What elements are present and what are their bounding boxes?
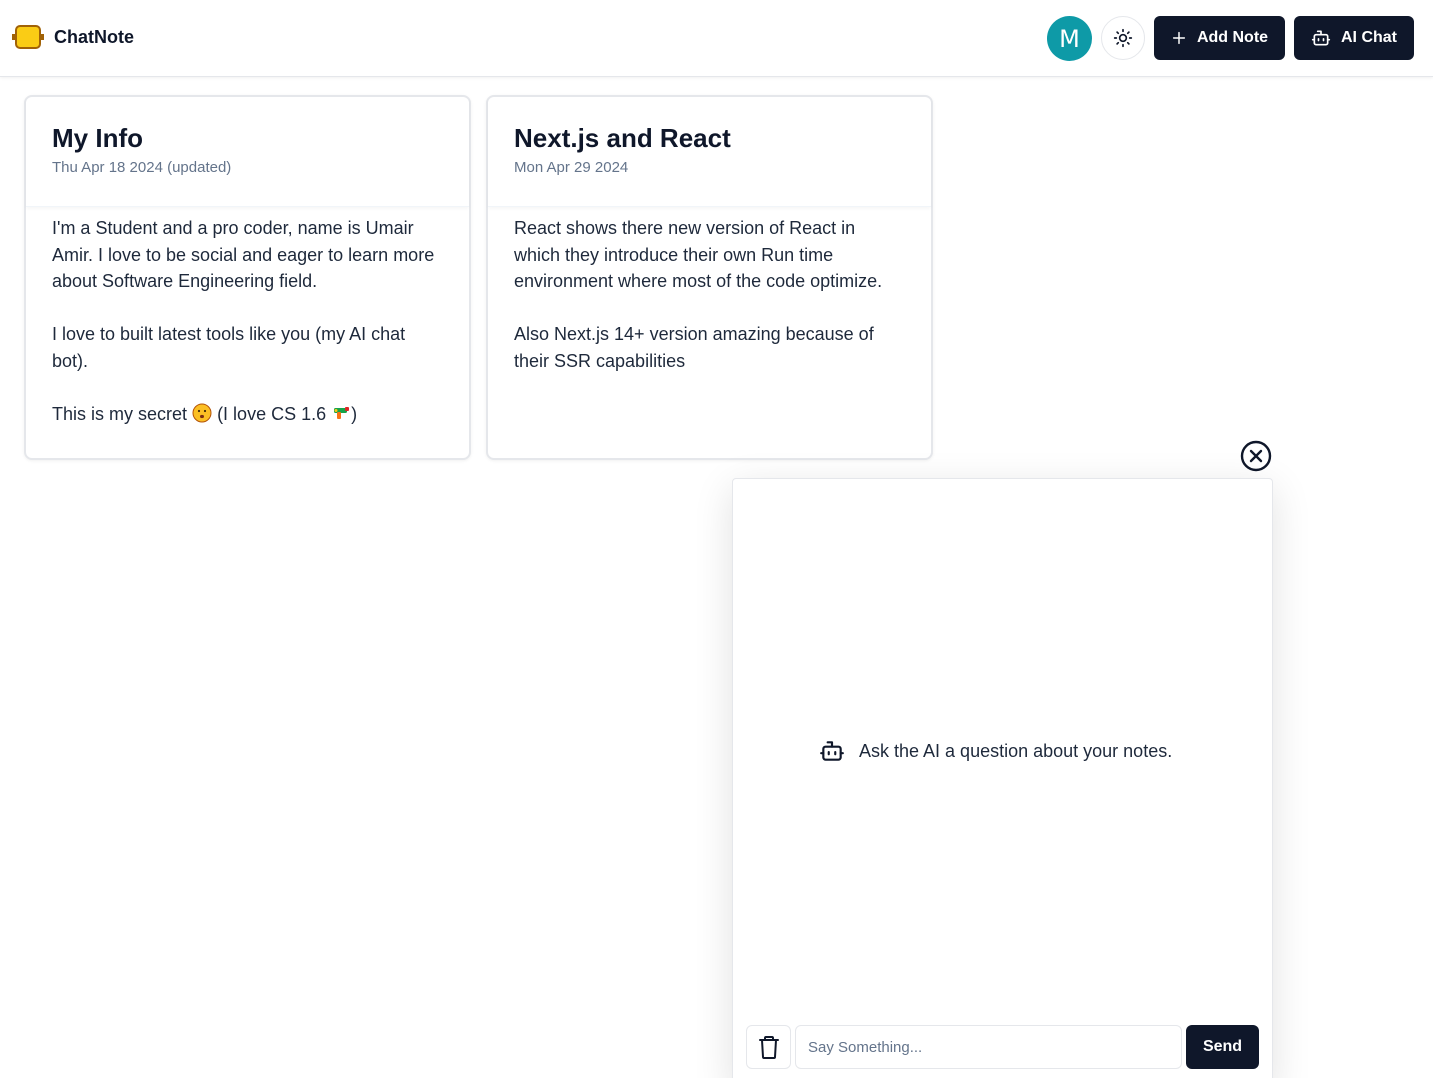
shushing-face-emoji-icon [192, 403, 212, 423]
bot-icon [1311, 28, 1331, 48]
note-title: My Info [52, 123, 143, 153]
brand-link[interactable] [12, 22, 134, 52]
ai-chat-panel [732, 478, 1273, 1078]
note-title: Next.js and React [514, 123, 731, 153]
note-text: (I love CS 1.6 [217, 403, 327, 424]
note-paragraph: React shows there new version of React in which they introduce their own Run time environment where most of the code optimize. [514, 218, 883, 291]
app-name: ChatNote [54, 26, 134, 47]
chat-message-input[interactable] [795, 1025, 1182, 1069]
theme-toggle-button[interactable] [1101, 16, 1145, 60]
close-circle-icon [1240, 440, 1272, 472]
note-content [488, 207, 931, 374]
note-paragraph [52, 401, 443, 428]
note-text: ) [351, 403, 358, 424]
close-chat-button[interactable] [1240, 440, 1272, 472]
add-note-button[interactable] [1154, 16, 1285, 60]
ai-chat-button[interactable] [1294, 16, 1414, 60]
sun-icon [1113, 28, 1133, 48]
note-card-header [26, 97, 469, 207]
water-gun-emoji-icon [331, 403, 351, 423]
chat-empty-state [819, 738, 1172, 764]
chat-empty-message: Ask the AI a question about your notes. [859, 740, 1173, 761]
note-date: Mon Apr 29 2024 [514, 159, 629, 176]
note-card-header [488, 97, 931, 207]
note-paragraph: I'm a Student and a pro coder, name is Umair Amir. I love to be social and eager to learn more about Software Engineering field. [52, 218, 435, 291]
note-date: Thu Apr 18 2024 (updated) [52, 159, 232, 176]
note-paragraph: Also Next.js 14+ version amazing because of their SSR capabilities [514, 324, 874, 371]
send-button[interactable]: Send [1186, 1025, 1259, 1069]
bot-icon [819, 738, 845, 764]
ai-chat-label: AI Chat [1341, 29, 1397, 46]
add-note-label: Add Note [1196, 29, 1269, 46]
clear-chat-button[interactable] [746, 1025, 791, 1069]
user-avatar[interactable]: M [1047, 16, 1092, 61]
note-card[interactable] [486, 95, 933, 460]
note-paragraph: I love to built latest tools like you (my AI chat bot). [52, 324, 406, 371]
chatnote-logo-icon [12, 22, 44, 52]
plus-icon [1171, 30, 1187, 46]
trash-icon [757, 1034, 781, 1060]
note-card[interactable] [24, 95, 471, 460]
note-content [26, 207, 469, 427]
note-text: This is my secret [52, 403, 188, 424]
top-navbar [0, 0, 1433, 77]
